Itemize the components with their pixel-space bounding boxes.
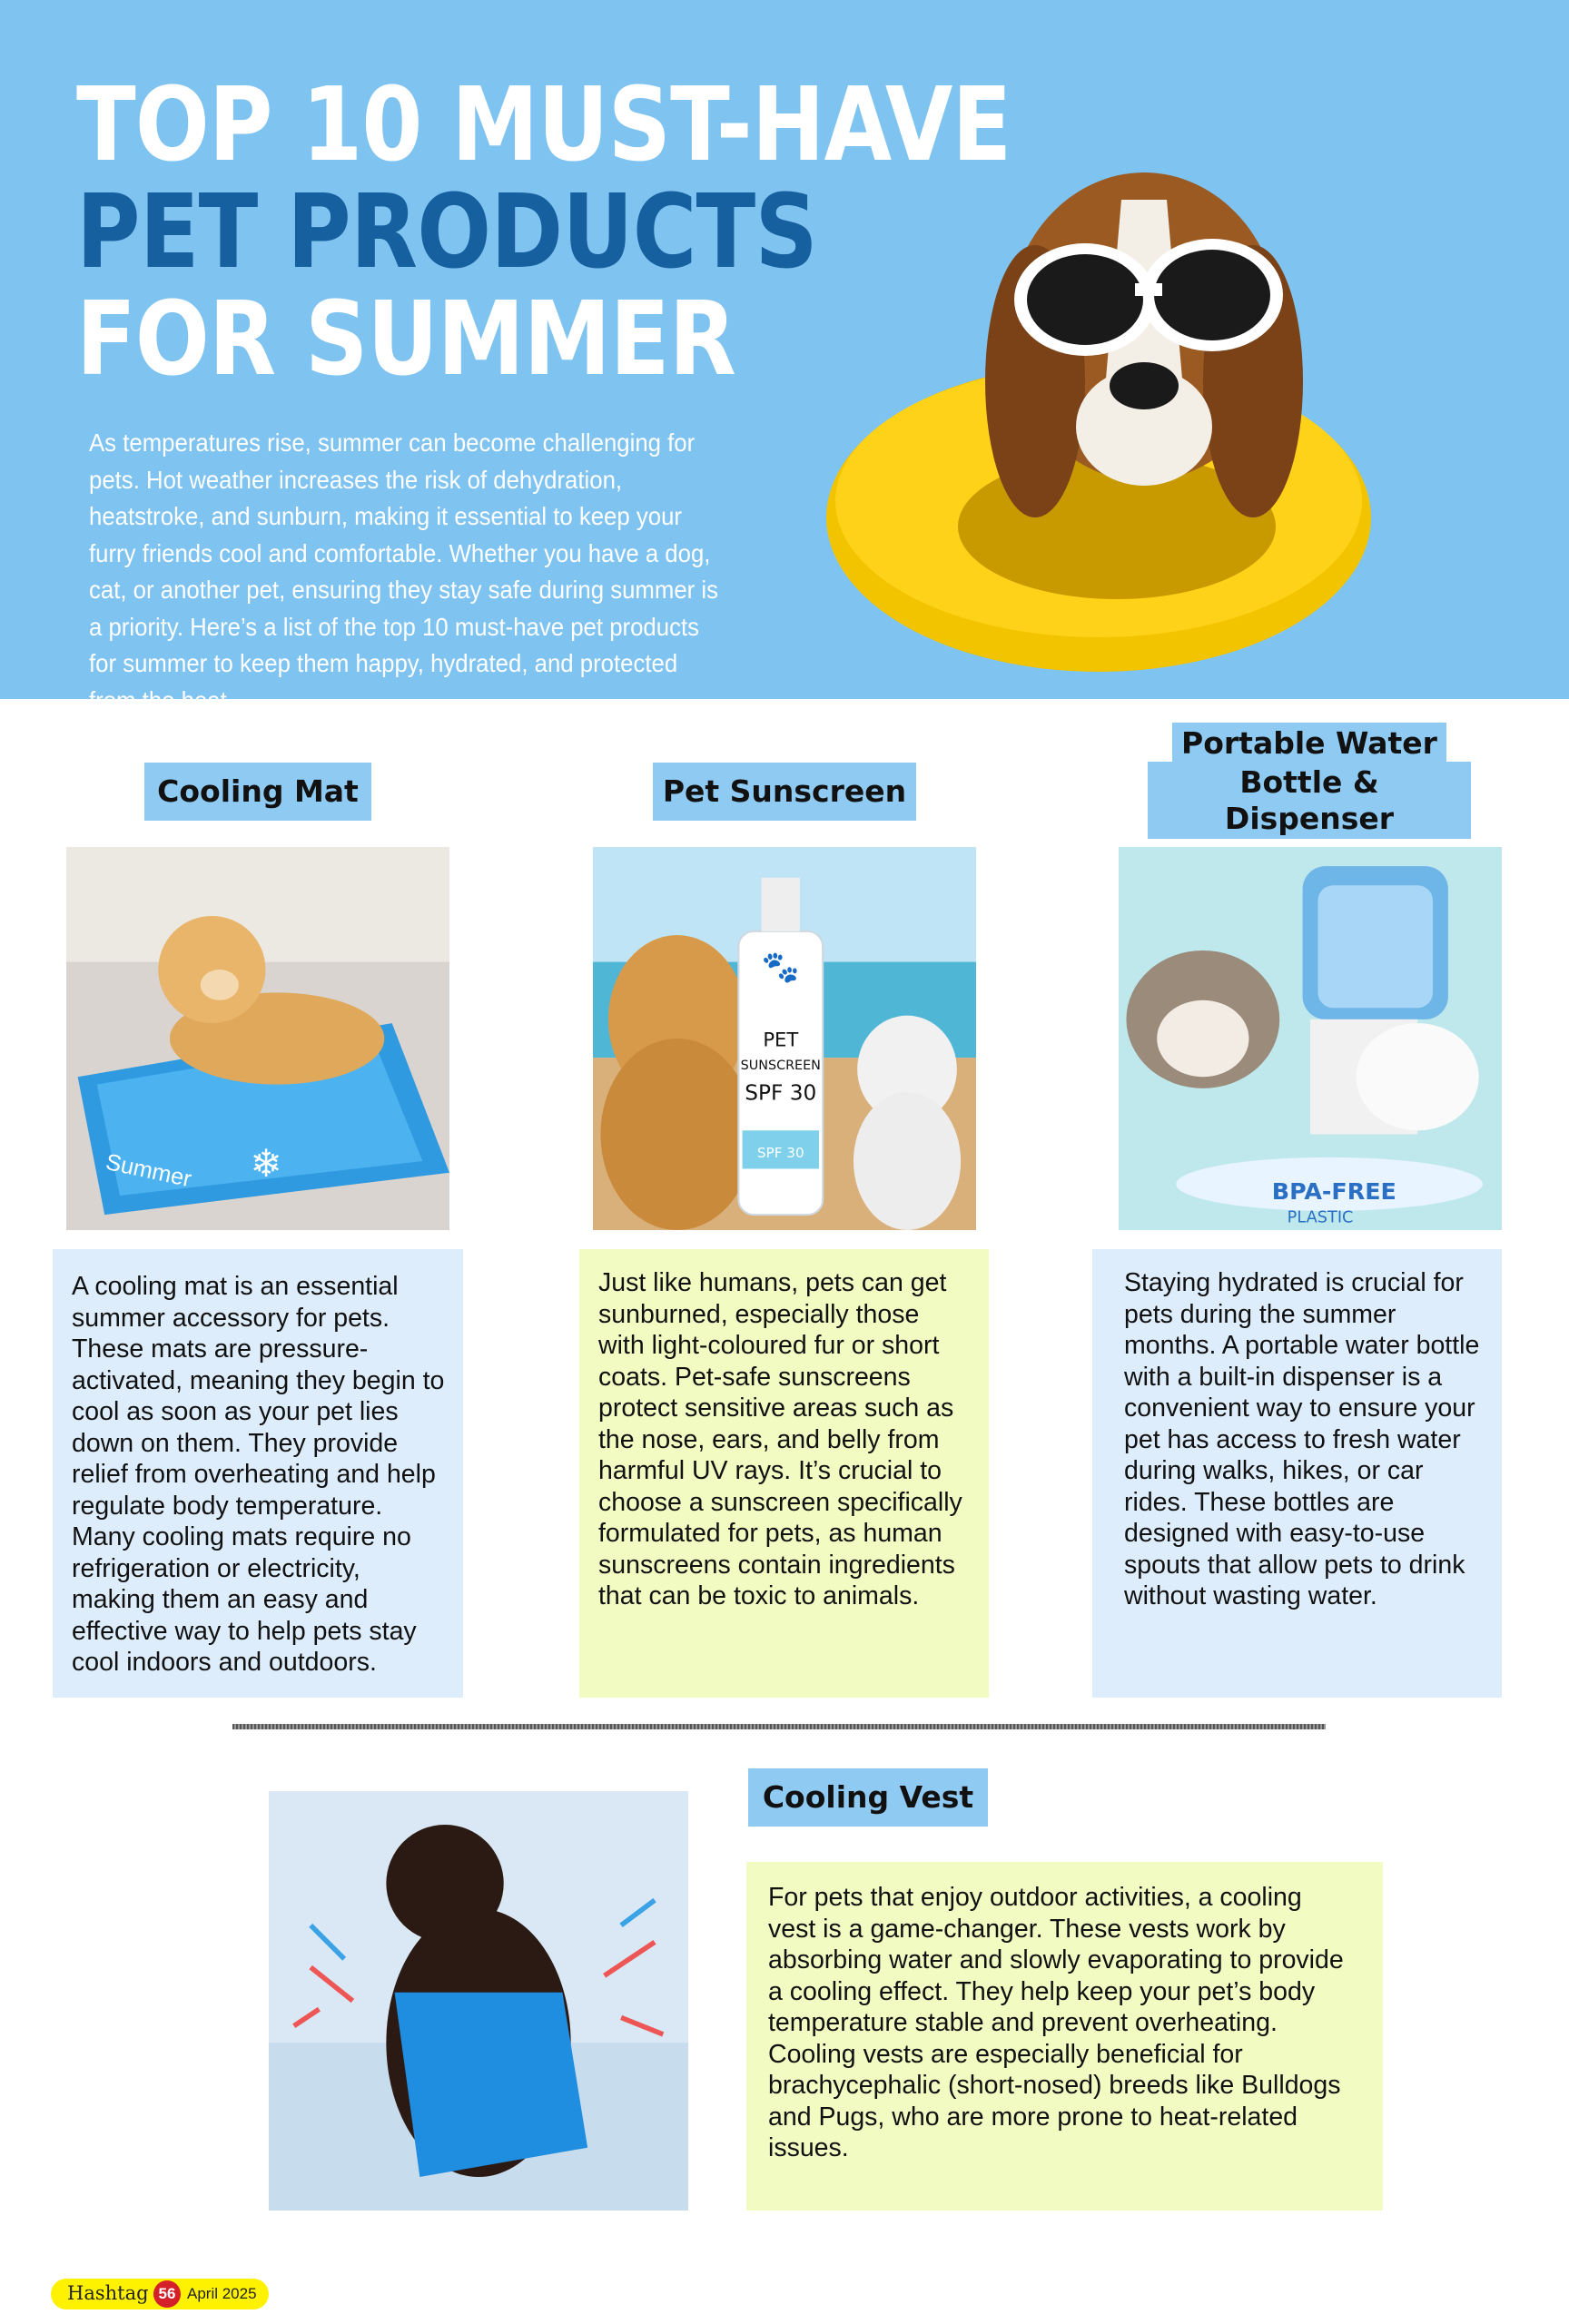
- cooling-mat-description: A cooling mat is an essential summer accessory for pets. These mats are pressure-activated, meaning they begin to cool as soon as your pet lies down on them. They provide relief from overheating and help regulate body temperature. Many cooling mats require no refrigeration or electricity, making them an easy and effective way to help pets stay cool indoors and outdoors.: [72, 1272, 445, 1677]
- page-footer: [51, 2279, 269, 2309]
- cooling-vest-title: Cooling Vest: [762, 1779, 974, 1816]
- cooling-mat-heading: [144, 763, 371, 821]
- portable-water-title-line-2: Bottle & Dispenser: [1148, 762, 1471, 839]
- cooling-vest-description-box: [746, 1862, 1383, 2211]
- pet-sunscreen-image: [593, 847, 976, 1230]
- svg-text:❄: ❄: [250, 1141, 282, 1185]
- portable-water-heading: [1148, 724, 1471, 836]
- pet-sunscreen-description-box: [579, 1249, 989, 1698]
- summer-mat-label: Summer: [103, 1148, 194, 1193]
- svg-text:🐾: 🐾: [761, 950, 800, 985]
- cooling-mat-image: [66, 847, 449, 1230]
- magazine-logo: Hashtag: [67, 2282, 149, 2304]
- portable-water-image: [1119, 847, 1502, 1230]
- portable-water-description: Staying hydrated is crucial for pets during the summer months. A portable water bottle with a built-in dispenser is a convenient way to ensure your pet has access to fresh water during walks, hikes, or car rides. These bottles are designed with easy-to-use spouts that allow pets to drink without wasting water.: [1124, 1268, 1480, 1610]
- dog-sunglasses-illustration: [763, 163, 1569, 699]
- section-divider: [232, 1724, 1326, 1729]
- page-title-line-1: TOP 10 MUST-HAVE: [76, 66, 1011, 184]
- cooling-vest-description: For pets that enjoy outdoor activities, a cooling vest is a game-changer. These vests work by absorbing water and slowly evaporating to provide a cooling effect. They help keep your pet’s body temperature stable and prevent overheating. Cooling vests are especially beneficial for brachycephalic (short-nosed) breeds like Bulldogs and Pugs, who are more prone to heat-related issues.: [768, 1883, 1344, 2162]
- sunscreen-bottle-label-1: PET: [763, 1028, 799, 1051]
- cooling-mat-description-box: [53, 1249, 463, 1698]
- pet-sunscreen-description: Just like humans, pets can get sunburned, especially those with light-coloured fur or short coats. Pet-safe sunscreens protect sensitive areas such as the nose, ears, and belly from harmful UV rays. It’s crucial to choose a sunscreen specifically formulated for pets, as human sunscreens contain ingredients that can be toxic to animals.: [598, 1268, 962, 1610]
- sunscreen-bottle-label-2: SUNSCREEN: [740, 1058, 821, 1073]
- cooling-vest-image: [269, 1791, 688, 2211]
- portable-water-title-line-1: Portable Water: [1172, 723, 1446, 764]
- sunscreen-bottle-label-3: SPF 30: [745, 1080, 817, 1106]
- portable-water-description-box: [1092, 1249, 1502, 1698]
- intro-paragraph: As temperatures rise, summer can become challenging for pets. Hot weather increases the risk of dehydration, heatstroke, and sunburn, making it essential to keep your furry friends cool and comfortable. Whether you have a dog, cat, or another pet, ensuring they stay safe during summer is a priority. Here’s a list of the top 10 must-have pet products for summer to keep them happy, hydrated, and protected from the heat.: [89, 428, 719, 714]
- bpa-free-label-2: PLASTIC: [1287, 1208, 1354, 1227]
- page-number: 56: [153, 2280, 181, 2308]
- sunscreen-bottle-label-4: SPF 30: [756, 1144, 804, 1161]
- bpa-free-label-1: BPA-FREE: [1271, 1177, 1396, 1206]
- pet-sunscreen-heading: [653, 763, 916, 821]
- cooling-vest-heading: [748, 1768, 988, 1827]
- hero-banner: [0, 0, 1569, 714]
- page-title-line-2: PET PRODUCTS: [76, 173, 817, 291]
- pet-sunscreen-title: Pet Sunscreen: [662, 773, 907, 810]
- cooling-mat-title: Cooling Mat: [157, 773, 359, 810]
- issue-date: April 2025: [187, 2285, 257, 2302]
- page-title-line-3: FOR SUMMER: [76, 281, 736, 399]
